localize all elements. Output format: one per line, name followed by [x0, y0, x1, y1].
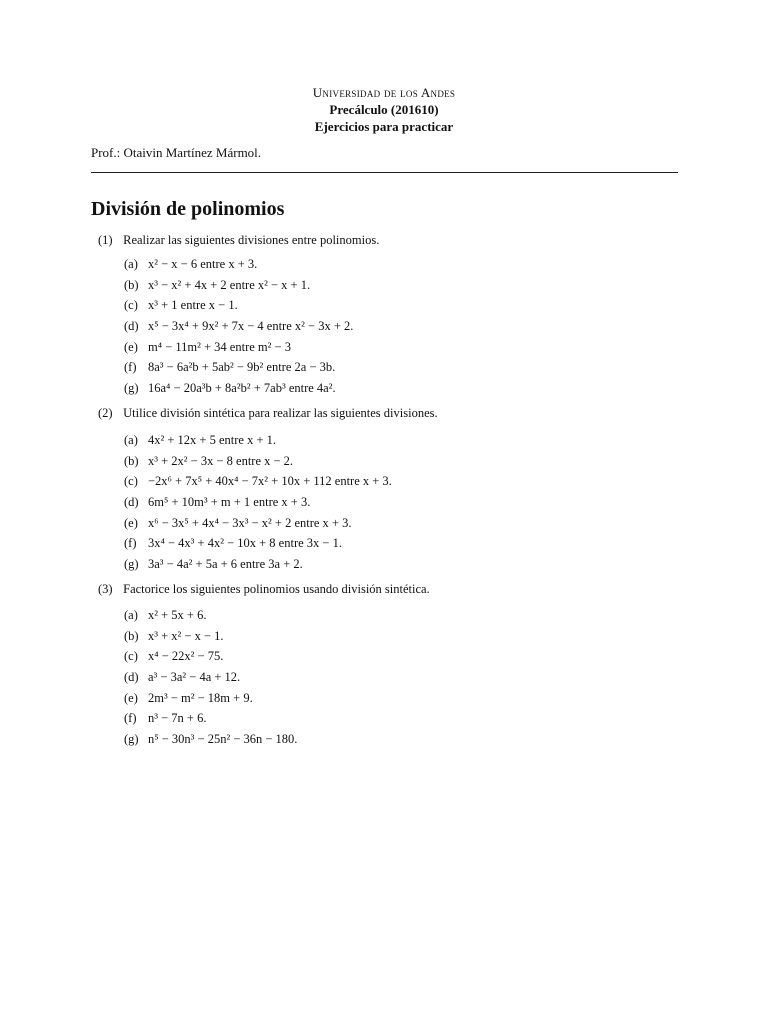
item-expression: x³ − x² + 4x + 2 entre x² − x + 1.: [148, 277, 311, 292]
problem-number: (3): [98, 582, 113, 596]
list-item: [124, 316, 353, 337]
item-expression: −2x⁶ + 7x⁵ + 40x⁴ − 7x² + 10x + 112 entre x + 3.: [148, 474, 392, 489]
university-name: Universidad de los Andes: [312, 85, 456, 100]
item-expression: x³ + 2x² − 3x − 8 entre x − 2.: [148, 453, 294, 468]
item-label: (e): [124, 515, 138, 530]
item-label: (a): [124, 257, 138, 271]
item-label: (f): [124, 711, 137, 726]
document-header: [0, 84, 768, 135]
item-label: (d): [124, 670, 139, 685]
problem-1-items: [124, 254, 353, 399]
problem-3-items: [124, 605, 297, 750]
item-label: (d): [124, 319, 139, 334]
item-label: (b): [124, 453, 139, 468]
item-label: (c): [124, 298, 138, 313]
item-expression: x³ + 1 entre x − 1.: [148, 298, 238, 313]
list-item: [124, 646, 297, 667]
list-item: [124, 708, 297, 729]
problem-2-items: [124, 430, 392, 575]
item-label: (e): [124, 690, 138, 705]
item-expression: 2m³ − m² − 18m + 9.: [148, 690, 253, 705]
problem-statement: Realizar las siguientes divisiones entre polinomios.: [123, 233, 380, 247]
problem-statement: Factorice los siguientes polinomios usando división sintética.: [123, 582, 430, 596]
problem-3: [98, 582, 430, 597]
item-expression: n³ − 7n + 6.: [148, 711, 207, 726]
list-item: [124, 378, 353, 399]
list-item: [124, 513, 392, 534]
professor-line: Prof.: Otaivin Martínez Mármol.: [91, 145, 262, 160]
list-item: [124, 667, 297, 688]
item-label: (g): [124, 557, 139, 572]
item-expression: m⁴ − 11m² + 34 entre m² − 3: [148, 339, 291, 354]
item-expression: 6m⁵ + 10m³ + m + 1 entre x + 3.: [148, 495, 311, 510]
item-label: (d): [124, 495, 139, 510]
item-expression: x³ + x² − x − 1.: [148, 628, 224, 643]
list-item: [124, 729, 297, 750]
item-expression: 8a³ − 6a²b + 5ab² − 9b² entre 2a − 3b.: [148, 360, 336, 375]
item-expression: a³ − 3a² − 4a + 12.: [148, 670, 241, 685]
section-title: División de polinomios: [91, 198, 285, 220]
document-subtitle: Ejercicios para practicar: [314, 119, 454, 134]
problem-number: (2): [98, 406, 113, 420]
problem-number: (1): [98, 233, 113, 247]
list-item: [124, 430, 392, 451]
list-item: [124, 605, 297, 626]
item-label: (g): [124, 381, 139, 396]
item-expression: x² − x − 6 entre x + 3.: [148, 257, 258, 271]
list-item: [124, 471, 392, 492]
list-item: [124, 533, 392, 554]
item-label: (g): [124, 732, 139, 747]
list-item: [124, 254, 353, 275]
list-item: [124, 626, 297, 647]
item-expression: n⁵ − 30n³ − 25n² − 36n − 180.: [148, 732, 298, 747]
list-item: [124, 295, 353, 316]
list-item: [124, 275, 353, 296]
list-item: [124, 337, 353, 358]
item-label: (e): [124, 339, 138, 354]
item-expression: 16a⁴ − 20a³b + 8a²b² + 7ab³ entre 4a².: [148, 381, 336, 396]
item-expression: 3a³ − 4a² + 5a + 6 entre 3a + 2.: [148, 557, 303, 572]
item-label: (f): [124, 360, 137, 375]
item-expression: 4x² + 12x + 5 entre x + 1.: [148, 433, 277, 447]
item-label: (f): [124, 536, 137, 551]
item-expression: x⁴ − 22x² − 75.: [148, 649, 224, 664]
course-title: Precálculo (201610): [329, 102, 439, 117]
list-item: [124, 554, 392, 575]
item-expression: x² + 5x + 6.: [148, 608, 207, 622]
problem-2: [98, 406, 438, 421]
item-label: (b): [124, 277, 139, 292]
list-item: [124, 357, 353, 378]
item-expression: x⁶ − 3x⁵ + 4x⁴ − 3x³ − x² + 2 entre x + 3.: [148, 515, 352, 530]
list-item: [124, 451, 392, 472]
item-label: (b): [124, 628, 139, 643]
item-label: (c): [124, 649, 138, 664]
horizontal-rule: [91, 172, 678, 173]
item-label: (c): [124, 474, 138, 489]
problem-statement: Utilice división sintética para realizar las siguientes divisiones.: [123, 406, 438, 420]
item-label: (a): [124, 433, 138, 447]
list-item: [124, 492, 392, 513]
list-item: [124, 688, 297, 709]
item-label: (a): [124, 608, 138, 622]
item-expression: 3x⁴ − 4x³ + 4x² − 10x + 8 entre 3x − 1.: [148, 536, 342, 551]
item-expression: x⁵ − 3x⁴ + 9x² + 7x − 4 entre x² − 3x + 2.: [148, 319, 354, 334]
problem-1: [98, 233, 379, 248]
